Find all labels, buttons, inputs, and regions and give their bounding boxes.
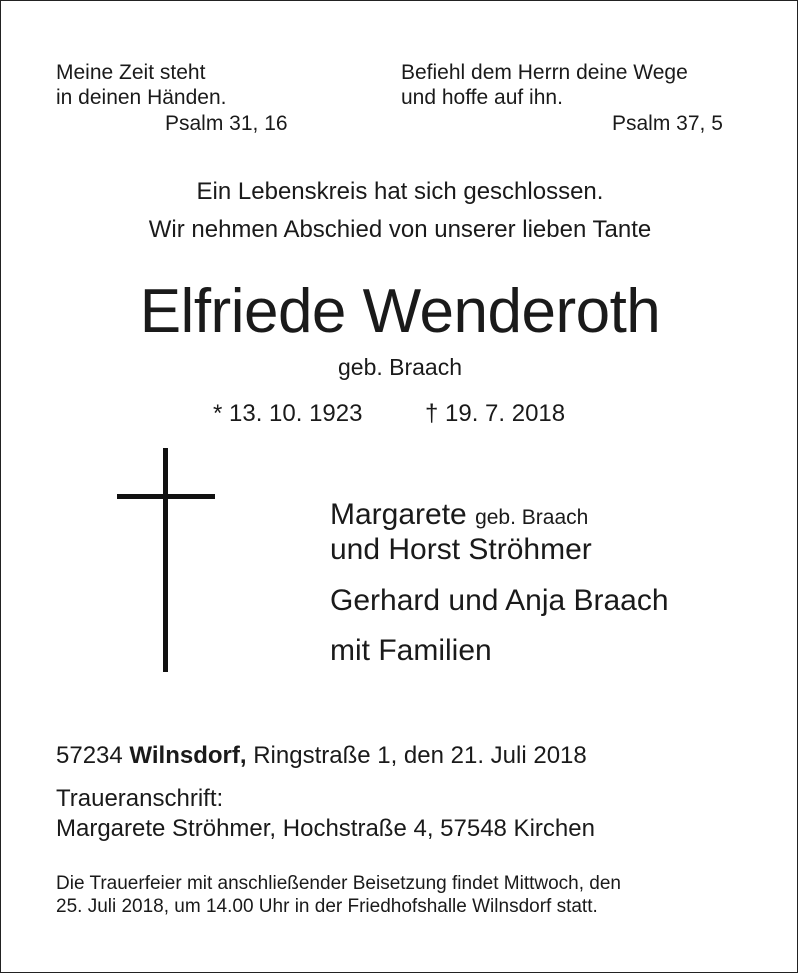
deceased-name: Elfriede Wenderoth [139, 277, 661, 346]
intro-line1: Ein Lebenskreis hat sich geschlossen. [196, 178, 604, 205]
postal-code: 57234 [56, 742, 123, 769]
verse-left-line2: in deinen Händen. [56, 86, 227, 109]
place-date-line [56, 742, 587, 770]
funeral-notice-line2: 25. Juli 2018, um 14.00 Uhr in der Friedhofshalle Wilnsdorf statt. [56, 896, 598, 917]
mourner-line4: mit Familien [330, 634, 492, 667]
funeral-notice-line1: Die Trauerfeier mit anschließender Beisetzung findet Mittwoch, den [56, 873, 621, 894]
town-name: Wilnsdorf, [129, 742, 247, 769]
birth-date: * 13. 10. 1923 [213, 400, 363, 427]
mourner-line2: und Horst Ströhmer [330, 533, 592, 566]
cross-icon-beam [117, 494, 215, 499]
verse-left-reference: Psalm 31, 16 [165, 112, 288, 135]
cross-icon [163, 448, 168, 672]
mourning-address: Margarete Ströhmer, Hochstraße 4, 57548 Kirchen [56, 815, 595, 842]
mourner-line3: Gerhard und Anja Braach [330, 584, 669, 617]
mourning-address-label: Traueranschrift: [56, 785, 224, 812]
death-date: † 19. 7. 2018 [425, 400, 566, 427]
verse-left-line1: Meine Zeit steht [56, 61, 206, 84]
street-and-date: Ringstraße 1, den 21. Juli 2018 [253, 742, 587, 769]
intro-line2: Wir nehmen Abschied von unserer lieben Tante [148, 216, 652, 243]
verse-right-line1: Befiehl dem Herrn deine Wege [401, 61, 688, 84]
verse-right-reference: Psalm 37, 5 [612, 112, 723, 135]
mourner-maiden-note: geb. Braach [475, 506, 589, 529]
mourner-name-margarete: Margarete [330, 498, 467, 531]
verse-right-line2: und hoffe auf ihn. [401, 86, 563, 109]
deceased-maiden-name: geb. Braach [337, 354, 463, 380]
mourner-line1 [330, 498, 588, 532]
